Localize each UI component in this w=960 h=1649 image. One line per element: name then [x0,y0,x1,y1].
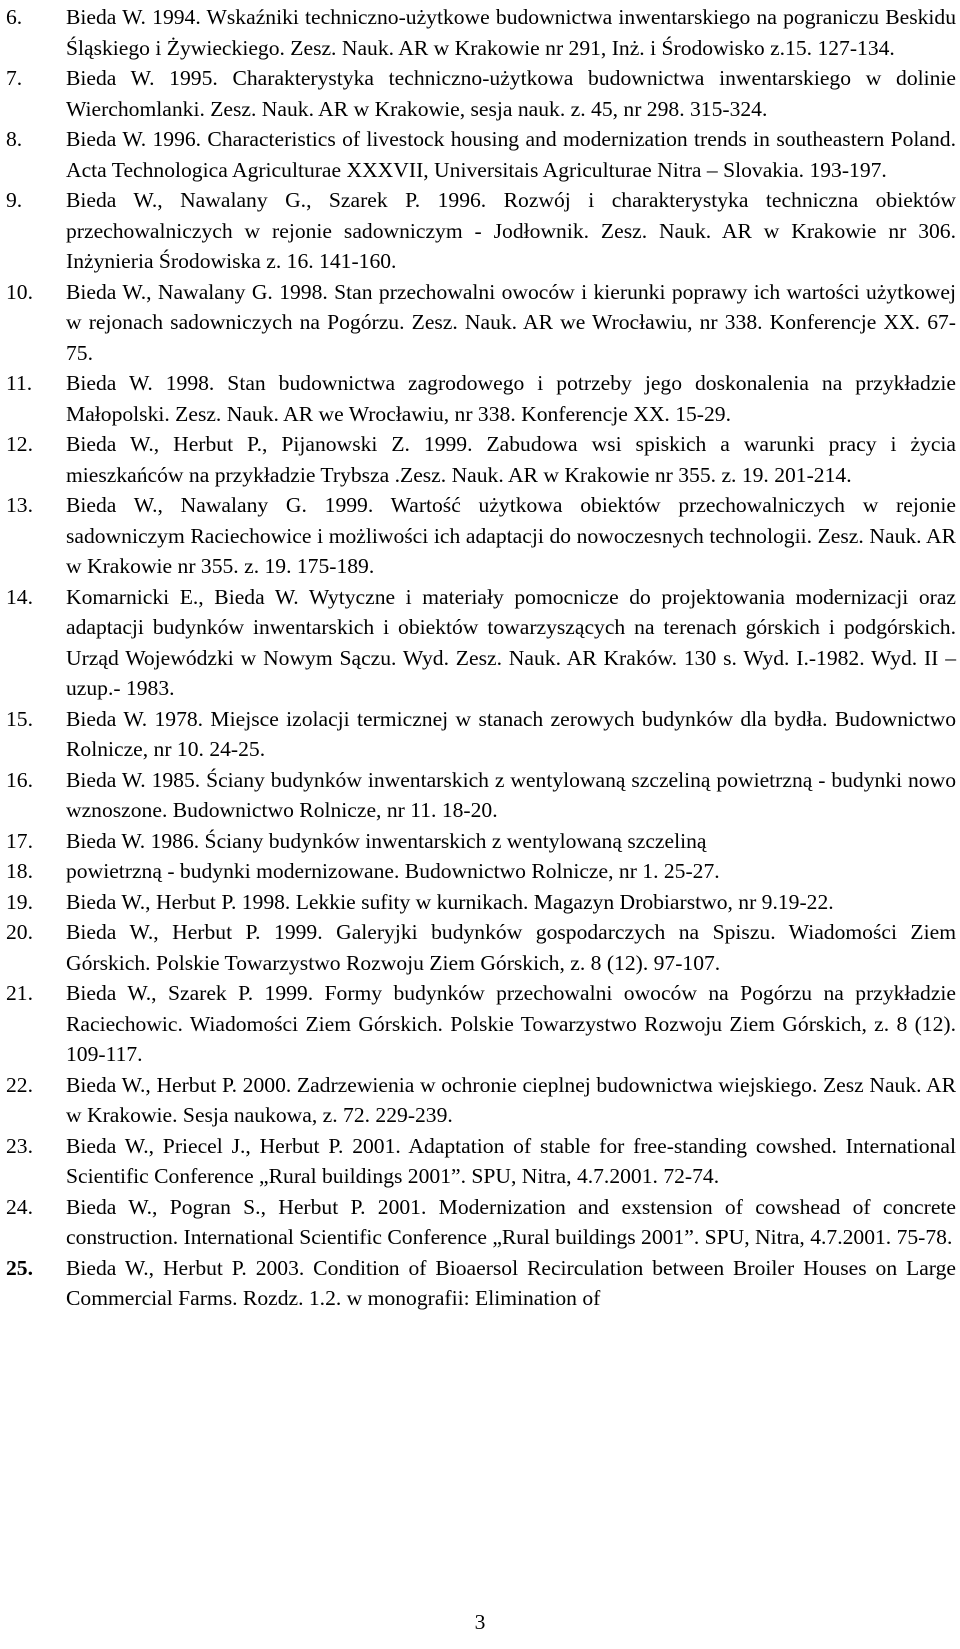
reference-item [0,490,960,582]
reference-item [0,124,960,185]
reference-item [0,582,960,704]
reference-number: 21. [6,981,33,1005]
reference-item [0,917,960,978]
reference-item [0,856,960,887]
reference-item [0,704,960,765]
reference-item [0,1131,960,1192]
reference-text: Bieda W., Priecel J., Herbut P. 2001. Adaptation of stable for free-standing cowshed. International Scientific Conference „Rural buildings 2001”. SPU, Nitra, 4.7.2001. 72-74. [66,1133,956,1188]
reference-item [0,765,960,826]
reference-text: Bieda W., Nawalany G., Szarek P. 1996. Rozwój i charakterystyka techniczna obiektów przechowalniczych w rejonie sadowniczym - Jodłownik. Zesz. Nauk. AR w Krakowie nr 306. Inżynieria Środowiska z. 16. 141-160. [66,188,956,273]
reference-number: 18. [6,859,33,883]
reference-list [0,2,960,1314]
reference-number: 22. [6,1072,33,1097]
reference-number: 23. [6,1133,33,1158]
reference-text: Bieda W., Herbut P., Pijanowski Z. 1999. Zabudowa wsi spiskich a warunki pracy i życia mieszkańców na przykładzie Trybsza .Zesz. Nauk. AR w Krakowie nr 355. z. 19. 201-214. [66,432,956,487]
reference-number: 6. [6,5,23,29]
reference-number: 17. [6,828,33,853]
reference-text: Bieda W., Herbut P. 2000. Zadrzewienia w ochronie cieplnej budownictwa wiejskiego. Zesz Nauk. AR w Krakowie. Sesja naukowa, z. 72. 229-239. [66,1072,956,1127]
reference-number: 16. [6,767,33,792]
reference-number: 20. [6,920,33,944]
reference-item [0,1192,960,1253]
reference-text: Bieda W. 1998. Stan budownictwa zagrodowego i potrzeby jego doskonalenia na przykładzie Małopolski. Zesz. Nauk. AR we Wrocławiu, nr 338. Konferencje XX. 15-29. [66,371,956,426]
reference-item [0,887,960,918]
reference-number: 25. [6,1255,33,1280]
reference-number: 11. [6,371,33,395]
reference-number: 19. [6,889,33,914]
reference-text: Bieda W., Herbut P. 1999. Galeryjki budynków gospodarczych na Spiszu. Wiadomości Ziem Górskich. Polskie Towarzystwo Rozwoju Ziem Górskich, z. 8 (12). 97-107. [66,920,956,975]
reference-text: Bieda W. 1996. Characteristics of livestock housing and modernization trends in southeastern Poland. Acta Technologica Agriculturae XXXVII, Universitais Agriculturae Nitra – Slovakia. 193-197. [66,127,956,182]
reference-item [0,1253,960,1314]
reference-item [0,978,960,1070]
reference-text: Bieda W., Nawalany G. 1999. Wartość użytkowa obiektów przechowalniczych w rejonie sadowniczym Raciechowice i możliwości ich adaptacji do nowoczesnych technologii. Zesz. Nauk. AR w Krakowie nr 355. z. 19. 175-189. [66,493,956,578]
reference-number: 10. [6,279,33,304]
reference-text: Bieda W. 1978. Miejsce izolacji termicznej w stanach zerowych budynków dla bydła. Budownictwo Rolnicze, nr 10. 24-25. [66,706,956,761]
reference-text: powietrzną - budynki modernizowane. Budownictwo Rolnicze, nr 1. 25-27. [66,859,720,883]
reference-item [0,2,960,63]
reference-text: Bieda W. 1985. Ściany budynków inwentarskich z wentylowaną szczeliną powietrzną - budynki nowo wznoszone. Budownictwo Rolnicze, nr 11. 18-20. [66,767,956,822]
reference-item [0,826,960,857]
page-number: 3 [474,1610,486,1634]
reference-item [0,185,960,277]
reference-number: 8. [6,127,23,151]
reference-text: Bieda W., Szarek P. 1999. Formy budynków przechowalni owoców na Pogórzu na przykładzie Raciechowic. Wiadomości Ziem Górskich. Polskie Towarzystwo Rozwoju Ziem Górskich, z. 8 (12). 109-117. [66,981,956,1066]
reference-number: 24. [6,1194,33,1219]
reference-item [0,429,960,490]
reference-number: 14. [6,584,33,609]
reference-number: 15. [6,706,33,731]
reference-number: 7. [6,66,23,90]
reference-text: Bieda W. 1994. Wskaźniki techniczno-użytkowe budownictwa inwentarskiego na pograniczu Beskidu Śląskiego i Żywieckiego. Zesz. Nauk. AR w Krakowie nr 291, Inż. i Środowisko z.15. 127-134. [66,5,956,60]
reference-number: 12. [6,432,33,456]
reference-text: Komarnicki E., Bieda W. Wytyczne i materiały pomocnicze do projektowania modernizacji oraz adaptacji budynków inwentarskich i obiektów towarzyszących na terenach górskich i podgórskich. Urząd Wojewódzki w Nowym Sączu. Wyd. Zesz. Nauk. AR Kraków. 130 s. Wyd. I.-1982. Wyd. II – uzup.- 1983. [66,584,956,700]
reference-text: Bieda W., Herbut P. 2003. Condition of Bioaersol Recirculation between Broiler Houses on Large Commercial Farms. Rozdz. 1.2. w monografii: Elimination of [66,1255,956,1310]
reference-number: 9. [6,188,23,212]
reference-item [0,368,960,429]
reference-text: Bieda W. 1986. Ściany budynków inwentarskich z wentylowaną szczeliną [66,828,707,853]
reference-item [0,277,960,369]
reference-text: Bieda W. 1995. Charakterystyka techniczno-użytkowa budownictwa inwentarskiego w dolinie Wierchomlanki. Zesz. Nauk. AR w Krakowie, sesja nauk. z. 45, nr 298. 315-324. [66,66,956,121]
reference-text: Bieda W., Herbut P. 1998. Lekkie sufity w kurnikach. Magazyn Drobiarstwo, nr 9.19-22. [66,889,834,914]
reference-text: Bieda W., Pogran S., Herbut P. 2001. Modernization and exstension of cowshead of concrete construction. International Scientific Conference „Rural buildings 2001”. SPU, Nitra, 4.7.2001. 75-78. [66,1194,956,1249]
reference-item [0,1070,960,1131]
reference-item [0,63,960,124]
reference-number: 13. [6,493,33,517]
reference-text: Bieda W., Nawalany G. 1998. Stan przechowalni owoców i kierunki poprawy ich wartości użytkowej w rejonach sadowniczych na Pogórzu. Zesz. Nauk. AR we Wrocławiu, nr 338. Konferencje XX. 67-75. [66,279,956,365]
